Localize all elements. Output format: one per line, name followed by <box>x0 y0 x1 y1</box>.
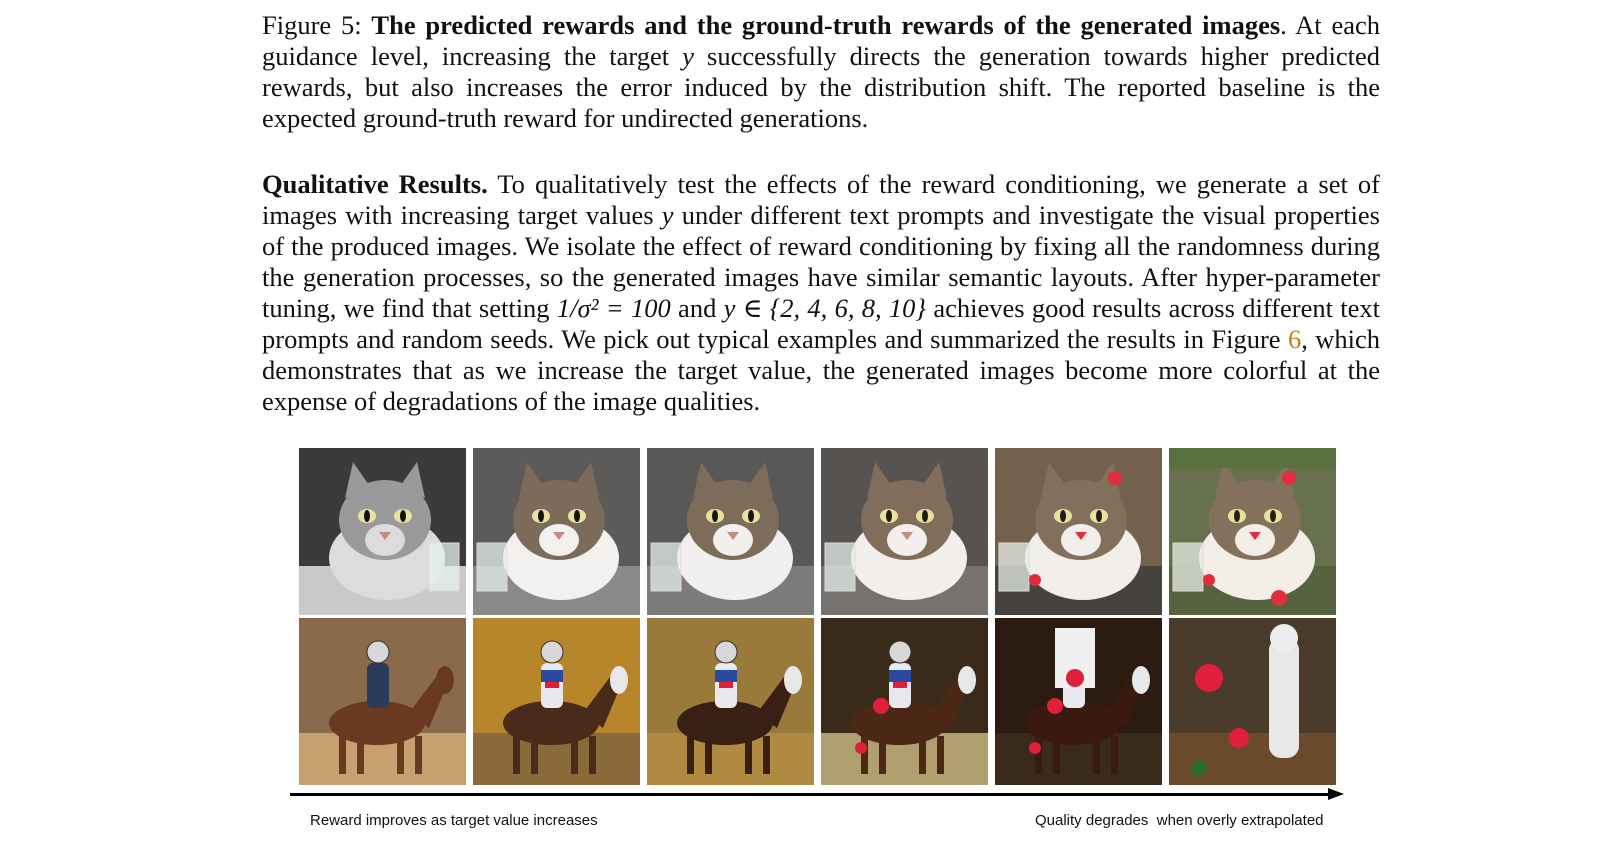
caption-body-1: . At each guidance level, increasing the target <box>262 10 1380 71</box>
caption-title: The predicted rewards and the ground-truth rewards of the generated images <box>371 10 1281 40</box>
caption-var-y: y <box>682 41 694 71</box>
astronaut-horse-image-3 <box>647 618 814 785</box>
generated-images-grid <box>299 448 1336 785</box>
qualitative-text-3: and <box>670 293 724 323</box>
cat-image-3 <box>647 448 814 615</box>
qualitative-var-y: y <box>661 200 674 230</box>
astronaut-horse-image-4 <box>821 618 988 785</box>
qualitative-text-2: under different text prompts and investigate the visual properties of the produced images. We isolate the effect of reward conditioning by fixing all the randomness during the generation processes, so the generated images have similar semantic layouts. After hyper-parameter tuning, we find that setting <box>262 200 1380 323</box>
arrow-head-icon <box>1328 788 1344 800</box>
caption-body-2: successfully directs the generation towards higher predicted rewards, but also increases the error induced by the distribution shift. The reported baseline is the expected ground-truth reward for undirected generations. <box>262 41 1380 133</box>
astronaut-horse-image-1 <box>299 618 466 785</box>
qualitative-text-4: achieves good results across different text prompts and random seeds. We pick out typical examples and summarized the results in Figure <box>262 293 1380 354</box>
qualitative-results-paragraph <box>262 169 1380 417</box>
target-value-arrow <box>290 793 1330 796</box>
cat-image-6 <box>1169 448 1336 615</box>
qualitative-text-1: To qualitatively test the effects of the reward conditioning, we generate a set of images with increasing target values <box>262 169 1380 230</box>
math-sigma-setting: 1/σ² = 100 <box>556 293 671 323</box>
math-target-set: y ∈ {2, 4, 6, 8, 10} <box>723 293 927 323</box>
astronaut-horse-image-6 <box>1169 618 1336 785</box>
cat-image-5 <box>995 448 1162 615</box>
astronaut-horse-image-5 <box>995 618 1162 785</box>
cat-image-4 <box>821 448 988 615</box>
reward-improves-label: Reward improves as target value increases <box>310 812 598 829</box>
cat-image-2 <box>473 448 640 615</box>
figure-6-link[interactable]: 6 <box>1287 324 1302 354</box>
astronaut-horse-image-2 <box>473 618 640 785</box>
figure-5-caption <box>262 10 1380 134</box>
cat-image-1 <box>299 448 466 615</box>
qualitative-heading: Qualitative Results. <box>262 169 488 199</box>
caption-prefix: Figure 5: <box>262 10 372 40</box>
qualitative-text-5: , which demonstrates that as we increase the target value, the generated images become more colorful at the expense of degradations of the image qualities. <box>262 324 1380 416</box>
quality-degrades-label: Quality degrades when overly extrapolated <box>1035 812 1324 829</box>
